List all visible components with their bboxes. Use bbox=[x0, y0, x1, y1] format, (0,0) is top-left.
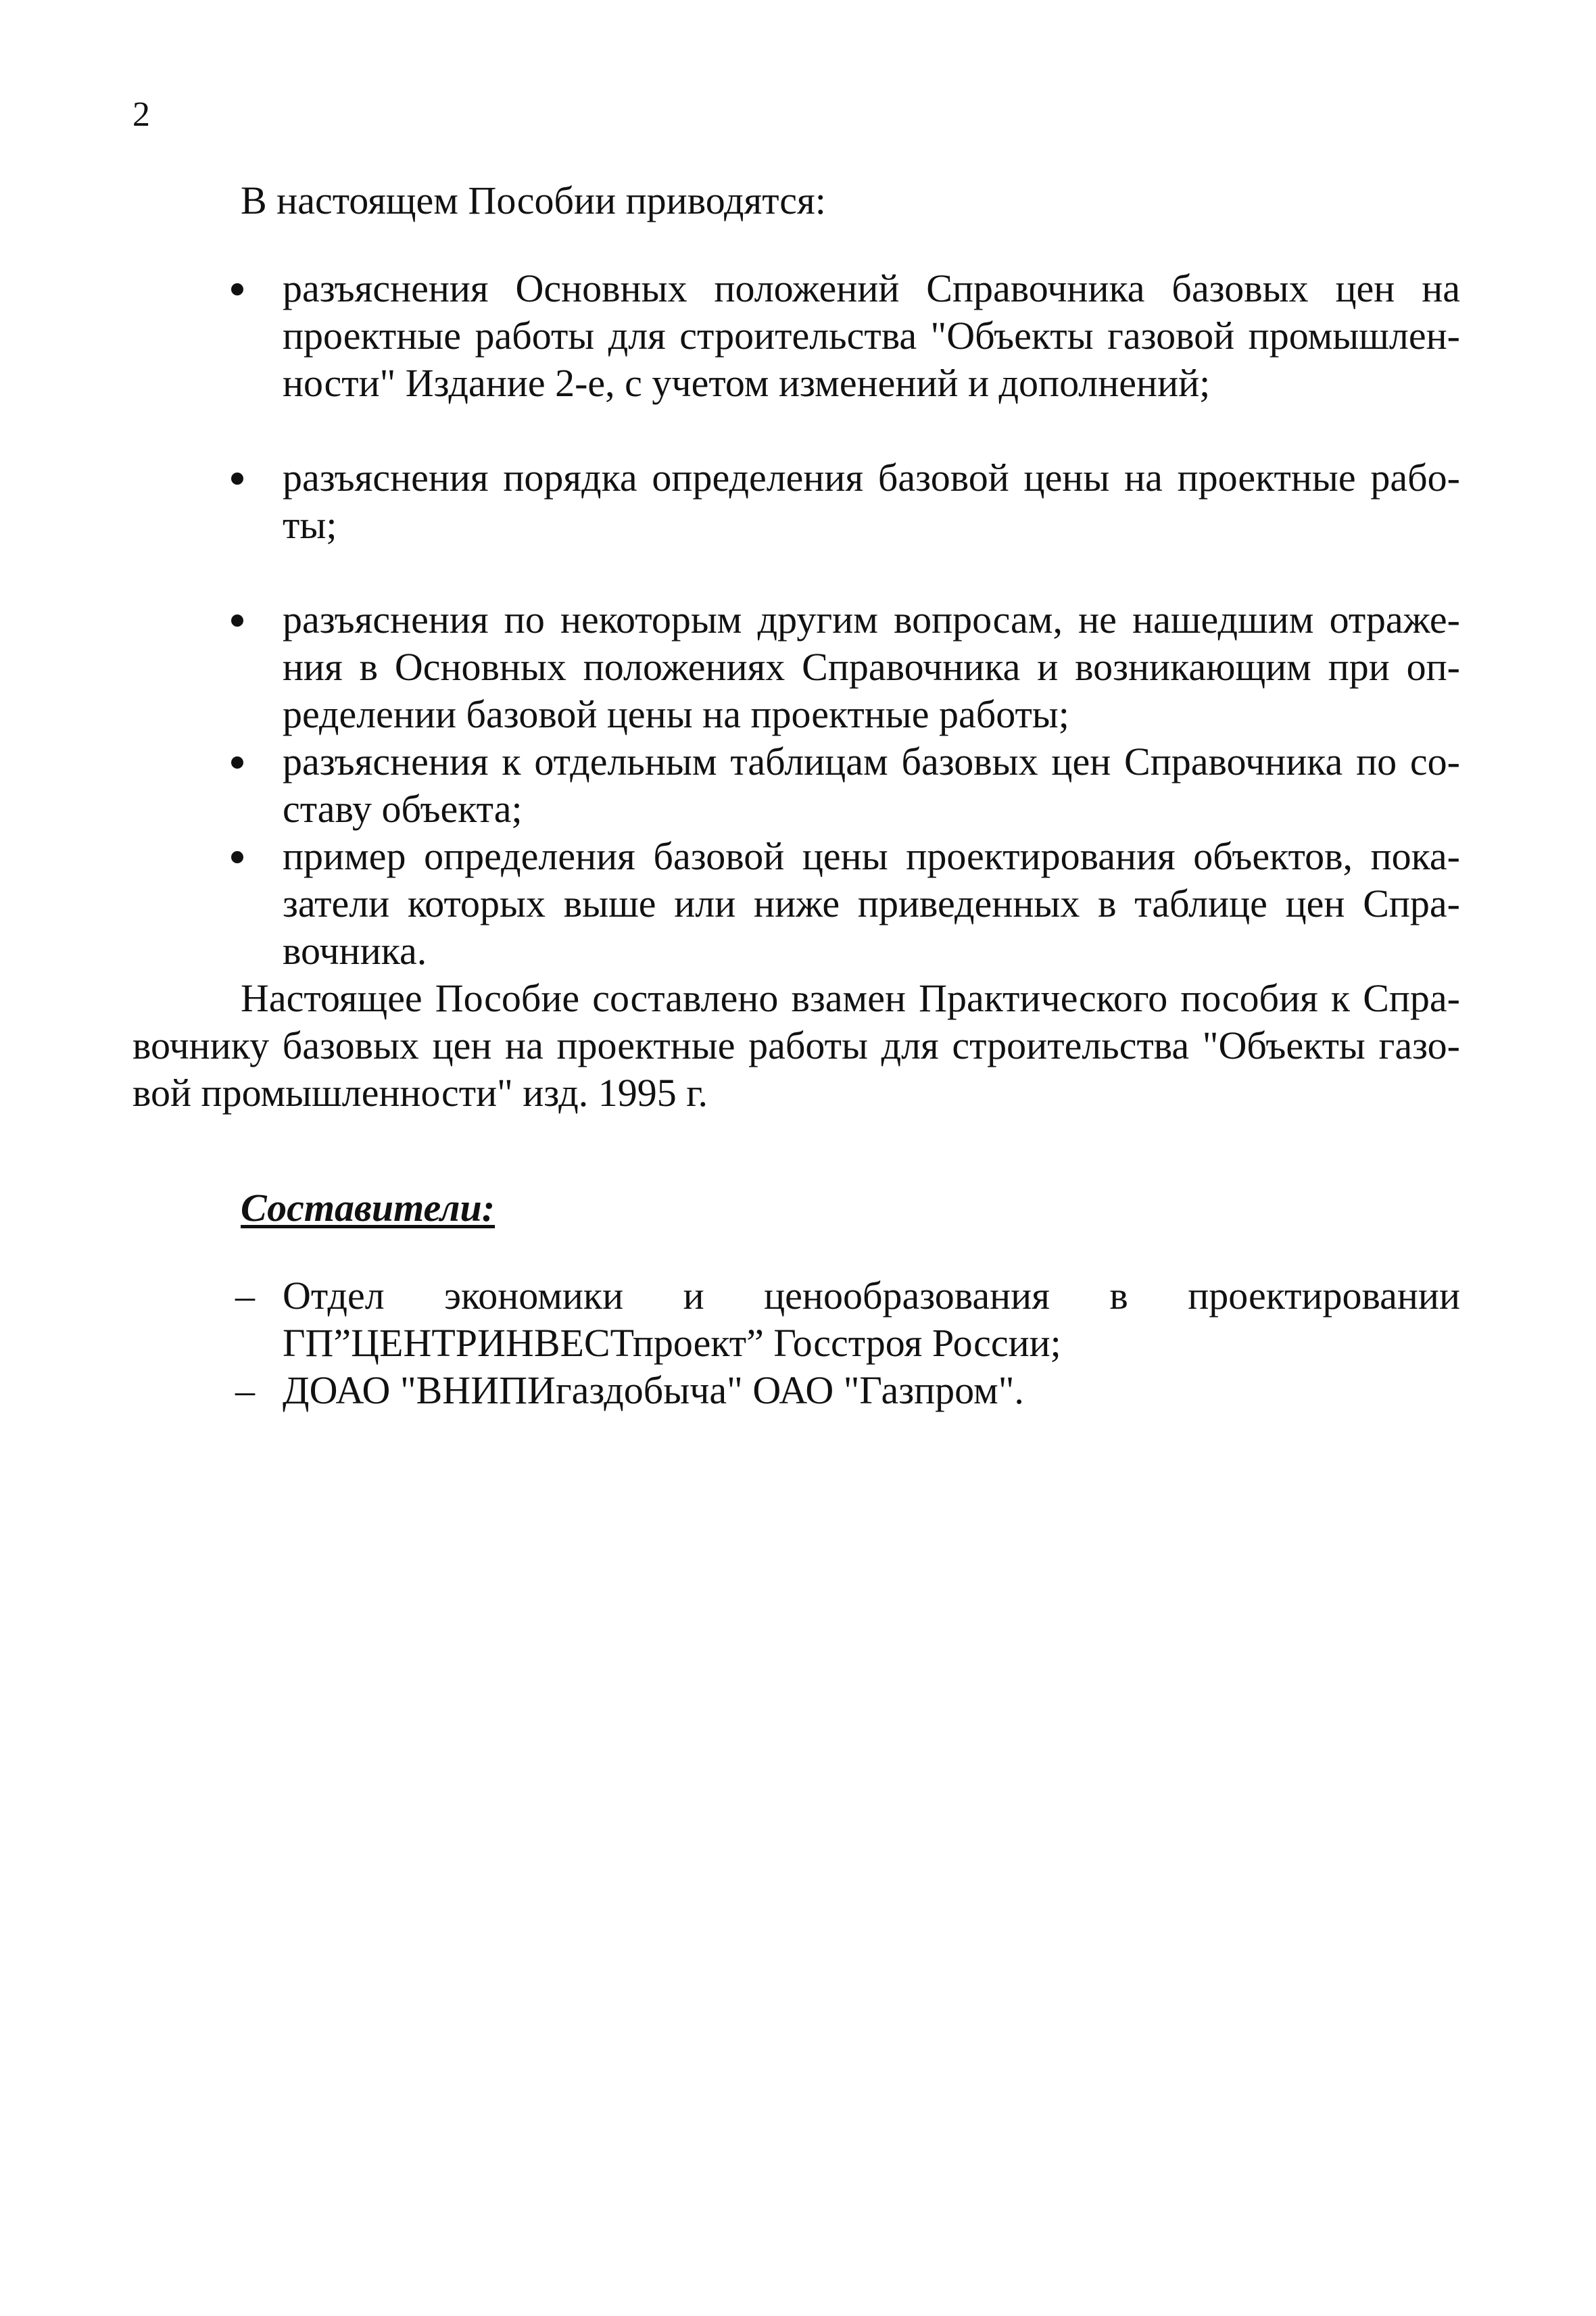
list-item bbox=[132, 596, 1460, 738]
document-body bbox=[132, 177, 1460, 1414]
list-item bbox=[132, 833, 1460, 975]
dash-icon: – bbox=[235, 1368, 255, 1412]
authors-list bbox=[132, 1272, 1460, 1414]
bullet-icon bbox=[231, 851, 243, 863]
list-item-text: разъяснения Основных положений Справочника базовых цен на проектные работы для строительства "Объекты газовой промышленности" Издание 2-е, с учетом изменений и дополнений; bbox=[283, 266, 1460, 405]
list-item bbox=[132, 265, 1460, 407]
bullet-icon bbox=[231, 614, 243, 627]
author-line: Отдел экономики и ценообразования в проектировании bbox=[283, 1274, 1460, 1318]
author-item bbox=[132, 1272, 1460, 1367]
list-item-text: пример определения базовой цены проектирования объектов, показатели которых выше или ниже приведенных в таблице цен Справочника. bbox=[283, 834, 1460, 973]
list-item bbox=[132, 454, 1460, 549]
list-item-text: разъяснения порядка определения базовой цены на проектные работы; bbox=[283, 456, 1460, 547]
bullet-icon bbox=[231, 473, 243, 485]
list-item-text: разъяснения по некоторым другим вопросам, не нашедшим отражения в Основных положениях Справочника и возникающим при определении базовой цены на проектные работы; bbox=[283, 598, 1460, 736]
author-line: ДОАО "ВНИПИгаздобыча" ОАО "Газпром". bbox=[283, 1368, 1024, 1412]
author-line: ГП”ЦЕНТРИНВЕСТпроект” Госстроя России; bbox=[283, 1321, 1061, 1365]
page-number: 2 bbox=[132, 95, 150, 134]
dash-icon: – bbox=[235, 1274, 255, 1318]
list-item-text: разъяснения к отдельным таблицам базовых цен Справочника по составу объекта; bbox=[283, 740, 1460, 831]
intro-paragraph: В настоящем Пособии приводятся: bbox=[241, 178, 826, 222]
contents-list bbox=[132, 265, 1460, 975]
closing-paragraph: Настоящее Пособие составлено взамен Практического пособия к Справочнику базовых цен на проектные работы для строительства "Объекты газовой промышленности" изд. 1995 г. bbox=[132, 976, 1460, 1115]
list-item bbox=[132, 738, 1460, 833]
bullet-icon bbox=[231, 756, 243, 769]
bullet-icon bbox=[231, 283, 243, 295]
author-item bbox=[132, 1367, 1460, 1414]
authors-heading: Составители: bbox=[241, 1186, 495, 1230]
